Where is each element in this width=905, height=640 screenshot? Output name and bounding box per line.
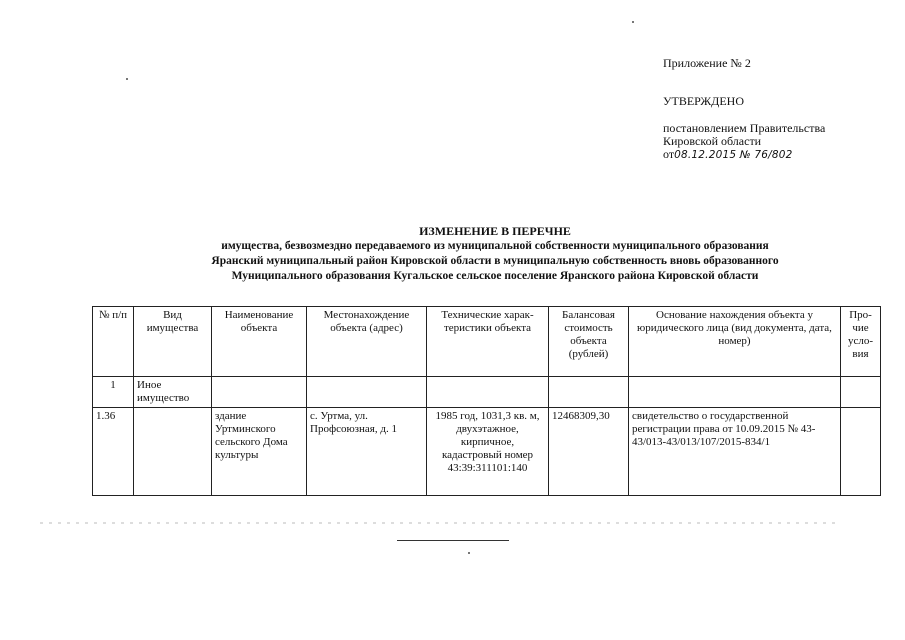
cell-specs (427, 377, 549, 408)
scan-speck (468, 552, 470, 554)
resolution-line-2: Кировской области (663, 134, 762, 148)
resolution-line-3 (663, 148, 825, 162)
cell-specs: 1985 год, 1031,3 кв. м, двухэтажное, кирпичное, кадастровый номер 43:39:311101:140 (427, 408, 549, 496)
header-other: Про-чие усло-вия (841, 307, 881, 377)
cell-address: с. Уртма, ул. Профсоюзная, д. 1 (307, 408, 427, 496)
table-header-row (93, 307, 881, 377)
document-title (100, 224, 890, 284)
header-value: Балансовая стоимость объекта (рублей) (549, 307, 629, 377)
title-line-2: Яранский муниципальный район Кировской области в муниципальную собственность вновь образованного (211, 255, 779, 267)
cell-basis: свидетельство о государственной регистрации права от 10.09.2015 № 43-43/013-43/013/107/2015-834/1 (629, 408, 841, 496)
cell-kind: Иное имущество (134, 377, 212, 408)
title-line-3: Муниципального образования Кугальское сельское поселение Яранского района Кировской области (231, 270, 759, 282)
resolution-line-1: постановлением Правительства (663, 121, 826, 135)
header-name: Наименование объекта (212, 307, 307, 377)
header-kind: Вид имущества (134, 307, 212, 377)
header-specs: Технические харак-теристики объекта (427, 307, 549, 377)
resolution-prefix: от (663, 147, 675, 161)
header-address: Местонахождение объекта (адрес) (307, 307, 427, 377)
cell-other (841, 377, 881, 408)
table-row (93, 377, 881, 408)
scan-speck (126, 78, 128, 80)
table-row (93, 408, 881, 496)
cell-name (212, 377, 307, 408)
cell-name: здание Уртминского сельского Дома культуры (212, 408, 307, 496)
cell-address (307, 377, 427, 408)
appendix-label: Приложение № 2 (663, 56, 751, 70)
cell-num: 1.36 (93, 408, 134, 496)
cell-other (841, 408, 881, 496)
cell-value: 12468309,30 (549, 408, 629, 496)
approved-label: УТВЕРЖДЕНО (663, 94, 745, 108)
cell-value (549, 377, 629, 408)
title-main: ИЗМЕНЕНИЕ В ПЕРЕЧНЕ (419, 224, 571, 238)
scan-noise (40, 522, 840, 524)
cell-basis (629, 377, 841, 408)
title-line-1: имущества, безвозмездно передаваемого из муниципальной собственности муниципального образования (221, 240, 769, 252)
cell-num: 1 (93, 377, 134, 408)
handwritten-date-number: 08.12.2015 № 76/802 (674, 149, 793, 161)
header-basis: Основание нахождения объекта у юридического лица (вид документа, дата, номер) (629, 307, 841, 377)
property-table (92, 306, 881, 496)
cell-kind (134, 408, 212, 496)
scan-speck (632, 21, 634, 23)
footer-rule (397, 540, 509, 541)
header-num: № п/п (93, 307, 134, 377)
resolution-block (663, 122, 825, 162)
